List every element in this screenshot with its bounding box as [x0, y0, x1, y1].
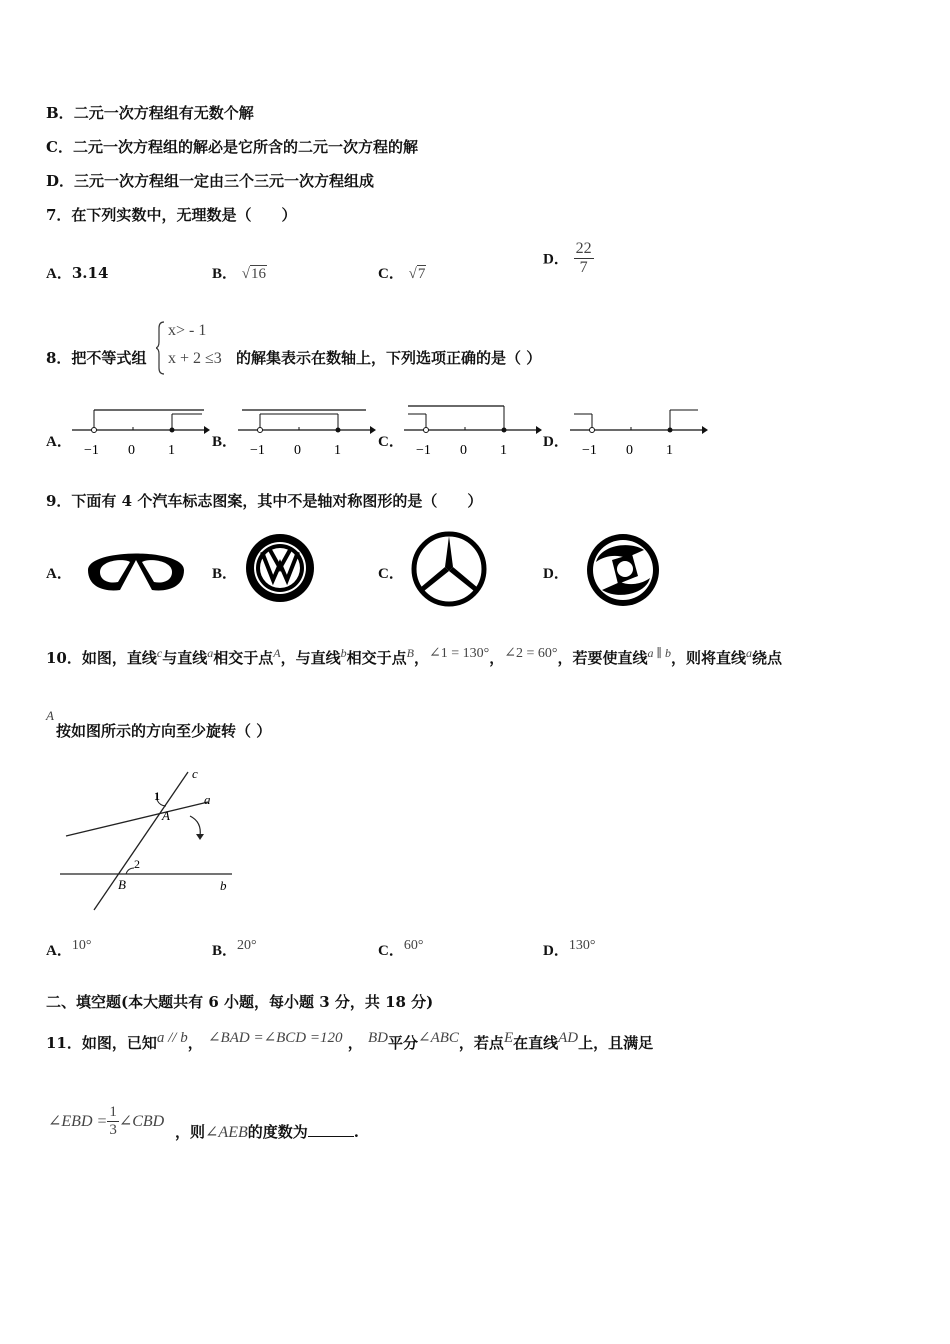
option-label: C． [378, 943, 404, 959]
q10-stem-line2: 按如图所示的方向至少旋转（ ） [56, 722, 272, 740]
q8-label-b: B． [212, 434, 238, 450]
q7-option-a [46, 262, 108, 283]
q8-label-a: A． [46, 434, 72, 450]
tick-label: 1 [500, 443, 507, 458]
stem-text: 的度数为 [247, 1123, 308, 1141]
infiniti-logo-icon [84, 540, 188, 596]
stem-text: ，则将直线 [671, 649, 747, 667]
stem-text: 相交于点 [213, 649, 274, 667]
option-value: 20° [237, 938, 257, 953]
option-label: B． [212, 943, 238, 959]
q10-figure [56, 764, 246, 914]
q8-label-d: D． [543, 434, 569, 450]
fraction [574, 240, 594, 276]
sqrt-expression: √16 [241, 266, 267, 282]
math-point-a: A [46, 708, 54, 723]
q10-stem-line1 [46, 645, 782, 668]
math-ad: AD [558, 1030, 579, 1046]
math-a: a [207, 646, 214, 660]
option-label: C． [46, 138, 73, 156]
fraction-denominator: 3 [109, 1121, 117, 1138]
stem-text: 与直线 [162, 649, 208, 667]
option-value: 60° [403, 938, 424, 953]
q10-option-d [543, 938, 595, 960]
math-parallel: a ∥ b [647, 646, 672, 660]
q8-system-line2: x + 2 ≤3 [168, 350, 222, 367]
q6-option-b [46, 102, 254, 123]
volkswagen-logo-icon [240, 530, 320, 606]
tick-label: 0 [460, 443, 467, 458]
option-label: B． [212, 266, 238, 282]
tick-label: 1 [334, 443, 341, 458]
math-angle-abc: ∠ABC [418, 1030, 459, 1046]
option-label: D． [46, 172, 75, 190]
sqrt-expression: √7 [408, 266, 426, 282]
tick-label: −1 [250, 443, 265, 458]
q8-prefix: 8．把不等式组 [46, 349, 147, 367]
math-c: c [156, 646, 163, 660]
option-text: 三元一次方程组一定由三个三元一次方程组成 [74, 172, 375, 190]
tick-label: 0 [294, 443, 301, 458]
mercedes-logo-icon [408, 530, 490, 608]
fig-label-point-a: A [162, 808, 170, 823]
math-angle2: ∠2 = 60° [504, 646, 558, 661]
q9-label-c: C． [378, 566, 404, 582]
q9-label-b: B． [212, 566, 238, 582]
option-value: 130° [568, 938, 596, 953]
stem-text: ，若要使直线 [557, 649, 648, 667]
stem-text: 平分 [388, 1034, 419, 1052]
math-angle-ebd: ∠EBD = [48, 1113, 108, 1130]
fraction-numerator: 1 [109, 1104, 117, 1120]
fraction-numerator: 22 [575, 240, 592, 257]
fig-label-c: c [192, 766, 198, 781]
stem-text: ，则 [175, 1123, 206, 1141]
math-angle1: ∠1 = 130° [428, 646, 490, 661]
fig-label-point-b: B [118, 877, 126, 892]
q6-option-d [46, 170, 374, 191]
math-a: a [746, 646, 753, 660]
stem-text: 10．如图，直线 [46, 649, 157, 667]
q7-option-c [378, 262, 426, 283]
fig-label-1: 1 [154, 789, 160, 803]
math-parallel: a // b [156, 1030, 188, 1046]
tick-label: −1 [582, 443, 597, 458]
tick-label: 1 [168, 443, 175, 458]
stem-text: 上，且满足 [578, 1034, 654, 1052]
stem-text: ， [413, 649, 429, 667]
q9-label-a: A． [46, 566, 72, 582]
answer-blank[interactable] [308, 1136, 354, 1137]
math-point-e: E [503, 1030, 514, 1046]
q7-option-b [212, 262, 267, 283]
math-angle-aeb: ∠AEB [205, 1124, 248, 1141]
q10-option-c [378, 938, 423, 960]
q7-option-d [543, 240, 594, 276]
q8-system-line1: x> - 1 [168, 322, 207, 339]
section-title: 二、填空题(本大题共有 6 小题，每小题 3 分，共 18 分) [46, 993, 434, 1011]
option-value: 10° [71, 938, 92, 953]
fig-label-a: a [204, 792, 211, 807]
tick-label: 0 [626, 443, 633, 458]
tick-label: 1 [666, 443, 673, 458]
q9-label-d: D． [543, 566, 569, 582]
option-value: 3.14 [71, 264, 109, 282]
tick-label: 0 [128, 443, 135, 458]
option-label: A． [46, 943, 72, 959]
math-point-a: A [273, 646, 281, 660]
number-line-d [568, 400, 708, 462]
math-bd: BD [368, 1030, 388, 1046]
math-point-b: B [406, 646, 414, 660]
option-label: A． [46, 266, 72, 282]
stem-text: ，与直线 [280, 649, 341, 667]
option-label: D． [543, 943, 569, 959]
stem-text: ， [187, 1034, 203, 1052]
stem-text: 11．如图，已知 [46, 1034, 157, 1052]
option-label: B． [46, 104, 74, 122]
tick-label: −1 [416, 443, 431, 458]
stem-text: 绕点 [752, 649, 783, 667]
q9-stem: 9．下面有 4 个汽车标志图案，其中不是轴对称图形的是（ ） [46, 492, 483, 510]
option-text: 二元一次方程组的解必是它所含的二元一次方程的解 [72, 138, 418, 156]
stem-text: . [353, 1123, 359, 1141]
option-label: D． [543, 251, 569, 268]
math-angles: ∠BAD =∠BCD =120 [207, 1030, 343, 1046]
stem-text: 相交于点 [346, 649, 407, 667]
stem-text: ，若点 [458, 1034, 504, 1052]
radicand: 16 [251, 266, 267, 282]
fraction-denominator: 7 [579, 258, 588, 276]
tick-label: −1 [84, 443, 99, 458]
number-line-b [236, 400, 376, 462]
fig-label-b: b [220, 878, 227, 893]
math-b: b [340, 646, 347, 660]
brace-icon [156, 320, 166, 376]
stem-text: 在直线 [513, 1034, 559, 1052]
fig-label-2: 2 [134, 857, 140, 871]
q10-option-a [46, 938, 91, 960]
line-c [94, 772, 188, 910]
option-label: C． [378, 266, 404, 282]
q8-suffix: 的解集表示在数轴上，下列选项正确的是（ ） [236, 349, 542, 367]
q11-stem-line1 [46, 1028, 653, 1053]
option-text: 二元一次方程组有无数个解 [73, 104, 254, 122]
fraction [107, 1104, 119, 1138]
stem-text: ， [489, 649, 505, 667]
number-line-c [402, 400, 542, 462]
math-angle-cbd: ∠CBD [118, 1113, 165, 1130]
q8-label-c: C． [378, 434, 404, 450]
line-a [66, 802, 208, 836]
dongfeng-logo-icon [582, 532, 664, 608]
rotation-arrow-icon [190, 816, 200, 836]
radicand: 7 [417, 266, 426, 282]
arrow-head-icon [196, 834, 204, 840]
q11-stem-line2 [48, 1104, 359, 1141]
q7-stem: 7．在下列实数中，无理数是（ ） [46, 206, 297, 224]
number-line-a [70, 400, 210, 462]
stem-text: ， [347, 1034, 363, 1052]
q6-option-c [46, 136, 418, 157]
q10-option-b [212, 938, 257, 960]
